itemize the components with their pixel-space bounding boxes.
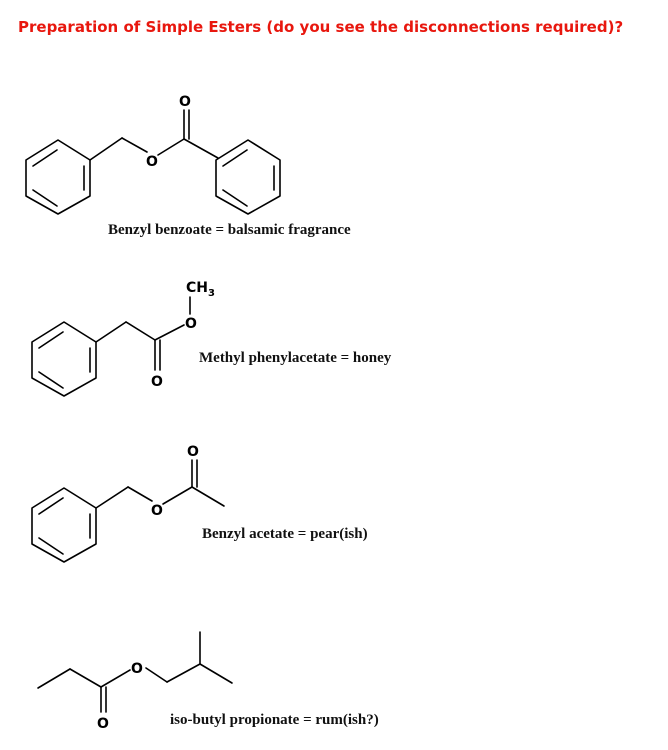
bond [146,668,167,682]
ether-oxygen-atom: O [146,154,158,170]
bond [167,664,200,682]
caption-benzyl-benzoate: Benzyl benzoate = balsamic fragrance [108,222,351,238]
carbonyl-oxygen-atom: O [187,444,199,460]
carbonyl-oxygen-atom: O [97,716,109,732]
ether-oxygen-atom: O [151,503,163,519]
caption-isobutyl-propionate: iso-butyl propionate = rum(ish?) [170,712,379,728]
ester-oxygen-atom: O [131,661,143,677]
caption-benzyl-acetate: Benzyl acetate = pear(ish) [202,526,368,542]
carbonyl-oxygen-atom: O [179,94,191,110]
bond [38,669,70,688]
bond [101,670,130,687]
ester-oxygen-atom: O [185,316,197,332]
methyl-group: $CH_3$ [186,280,215,299]
page-title: Preparation of Simple Esters (do you see the disconnections required)? [18,18,624,36]
caption-methyl-phenylacetate: Methyl phenylacetate = honey [199,350,392,366]
bond [200,664,232,683]
carbonyl-oxygen-atom: O [151,374,163,390]
bond [70,669,101,687]
